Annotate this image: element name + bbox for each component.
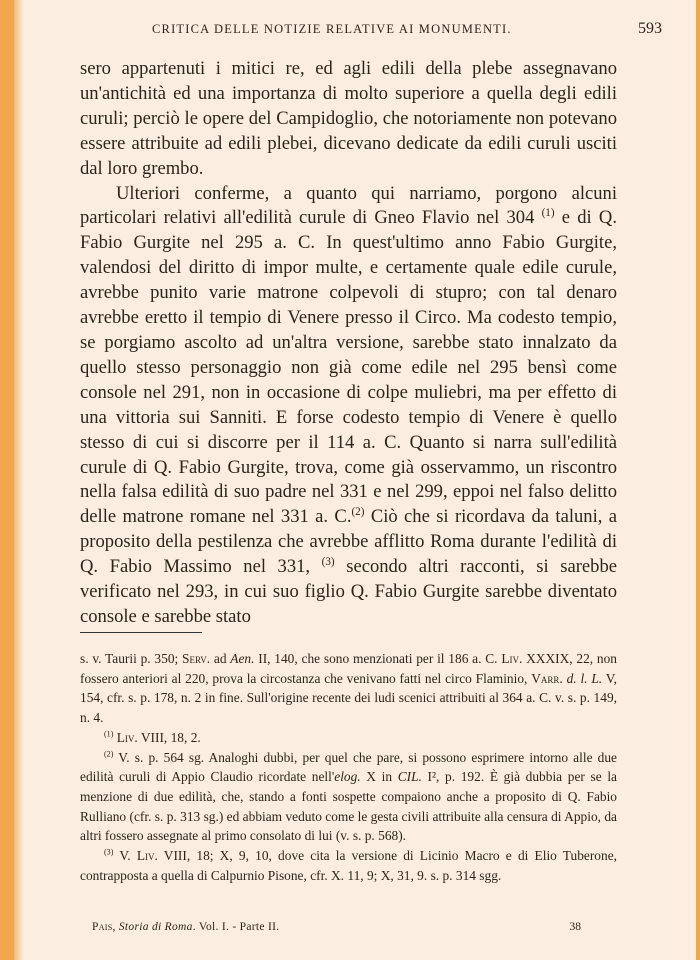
running-head-title: CRITICA DELLE NOTIZIE RELATIVE AI MONUMENTI.: [152, 22, 512, 36]
footnote-ref-3[interactable]: (3): [321, 555, 335, 568]
source-abbrev: Liv.: [136, 848, 158, 864]
work-title: Aen.: [230, 651, 255, 666]
source-abbrev: Serv.: [182, 651, 211, 666]
footnote-ref-2[interactable]: (2): [351, 506, 365, 519]
paragraph-2: [80, 182, 617, 630]
paragraph-2-text-a: Ulteriori conferme, a quanto qui narriamo, porgono alcuni particolari relativi all'edilità curule di Gneo Flavio nel 304: [80, 182, 617, 229]
footnote-text: V. s. p. 564 sg. Analoghi dubbi, per quel che pare, si possono esprimere intorno alle due edilità curuli di Appio Claudio ricordate nell': [80, 749, 617, 785]
footnotes: [80, 649, 617, 885]
footnote-ref-1[interactable]: (1): [541, 207, 555, 220]
footnote-mark-3: (3): [104, 847, 114, 857]
footnote-text: I², p. 192. È già dubbia per se la menzione di due edilità, che, stando a fonti sospette compaiono anche a proposito di Q. Fabio Rulliano (cfr. s. p. 313 sg.) ed abbiam veduto come le gesta civili attribuite alla censura di Appio, da altri fossero assegnate al primo consolato di lui (v. s. p. 568).: [80, 769, 617, 844]
paragraph-2-text-d: secondo altri racconti, si sarebbe verificato nel 293, in cui suo figlio Q. Fabio Gurgite sarebbe diventato console e sarebbe stato: [80, 556, 617, 627]
source-abbrev: Liv.: [501, 651, 523, 666]
paragraph-2-text-c: Ciò che si ricordava da taluni, a proposito della pestilenza che avrebbe afflitto Roma durante l'edilità di Q. Fabio Massimo nel 331,: [80, 506, 617, 578]
paragraph-2-text-b: e di Q. Fabio Gurgite nel 295 a. C. In quest'ultimo anno Fabio Gurgite, valendosi del diritto di impor multe, e certamente quale edile curule, avrebbe punito varie matrone colpevoli di stupro; con tal denaro avrebbe eretto il tempio di Venere presso il Circo. Ma codesto tempio, se porgiamo ascolto ad un'altra versione, sarebbe stato innalzato da quello stesso personaggio non già come edile nel 295 bensì come console nel 291, non in occasione di colpe muliebri, ma per effetto di una vittoria sui Sanniti. E forse codesto tempio di Venere è quello stesso di cui si discorre per il 114 a. C. Quanto si narra sull'edilità curule di Q. Fabio Gurgite, trova, come già osservammo, un riscontro nella falsa edilità di suo padre nel 331 e nel 299, eppoi nel falso delitto delle matrone romane nel 331 a. C.: [80, 207, 617, 528]
running-head: [70, 22, 662, 42]
footnote-text: II, 140, che sono menzionati per il 186 a. C.: [254, 651, 502, 666]
footer-author: Pais: [92, 921, 113, 933]
footnote-mark-1: (1): [104, 729, 114, 739]
footnote-text: V.: [113, 848, 137, 864]
footer-volume: . Vol. I. - Parte II.: [192, 921, 280, 933]
footnote-text: XXXIX, 22, non fossero anteriori al 220, prova la circostanza che venivano fatti nel circo Flaminio,: [80, 651, 617, 686]
footnote-text: VIII, 18; X, 9, 10, dove cita la versione di Licinio Macro e di Elio Tuberone, contrapposta a quella di Calpurnio Pisone, cfr. X. 11, 9; X, 31, 9. s. p. 314 sgg.: [80, 848, 617, 883]
page-footer: [80, 921, 617, 937]
signature-mark: 38: [569, 921, 581, 933]
footnote-text: s. v. Taurii p. 350;: [80, 651, 183, 666]
paragraph-1-text: sero appartenuti i mitici re, ed agli edili della plebe assegnavano un'antichità ed una importanza di molto superiore a quella degli edili curuli; perciò le opere del Campidoglio, che notoriamente non potevano essere attribuite ad edili plebei, dicevano dedicate da edili curuli usciti dal loro grembo.: [80, 58, 617, 179]
work-title: elog.: [334, 769, 361, 785]
source-abbrev: Varr.: [531, 670, 563, 686]
work-title: CIL.: [397, 769, 422, 785]
work-title: d. l. L.: [566, 670, 603, 686]
footnote-text: X in: [360, 769, 398, 785]
page-number: 593: [638, 20, 662, 37]
footer-citation: [92, 921, 279, 933]
footer-separator: ,: [112, 921, 119, 933]
footnote-text: V, 154, cfr. s. p. 178, n. 2 in fine. Sull'origine recente dei ludi scenici attribuiti al 364 a. C. v. s. p. 149, n. 4.: [80, 670, 617, 726]
footnote-3: [80, 846, 617, 885]
footnote-separator: [80, 632, 202, 633]
footnote-continuation: [80, 649, 617, 728]
footnote-text: VIII, 18, 2.: [137, 729, 201, 745]
main-text: [80, 57, 617, 630]
footnote-text: ad: [210, 651, 231, 666]
paragraph-1: [80, 57, 617, 182]
source-abbrev: Liv.: [116, 729, 138, 745]
footnote-2: [80, 748, 617, 847]
footnote-mark-2: (2): [104, 749, 114, 759]
book-page: [14, 0, 696, 960]
footnote-1: [80, 728, 617, 748]
footer-work-title: Storia di Roma: [118, 921, 193, 933]
